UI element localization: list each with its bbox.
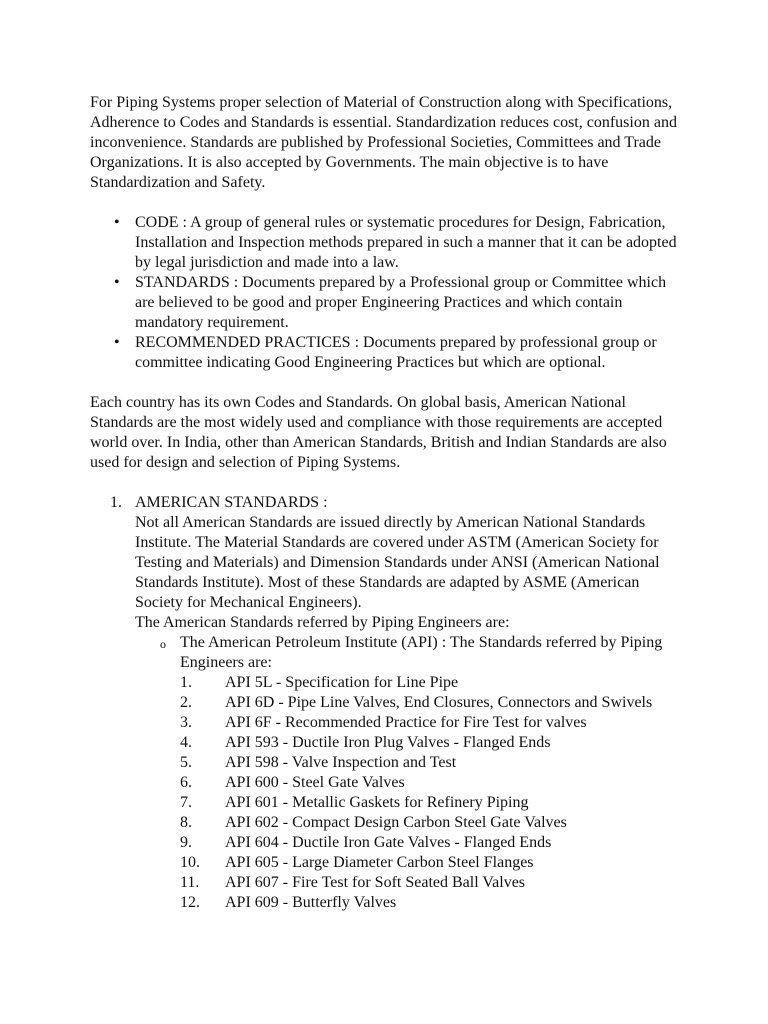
api-standard-item	[180, 713, 688, 733]
api-item-text: API 609 - Butterfly Valves	[225, 894, 397, 911]
api-item-text: API 601 - Metallic Gaskets for Refinery Piping	[225, 794, 529, 811]
api-item-text: API 598 - Valve Inspection and Test	[225, 754, 457, 771]
api-item-number: 11.	[180, 874, 200, 891]
country-paragraph: Each country has its own Codes and Standards. On global basis, American National Standards are the most widely used and compliance with those requirements are accepted world over. In India, other than American Standards, British and Indian Standards are also used for design and selection of Piping Systems.	[90, 394, 667, 471]
api-item-text: API 593 - Ductile Iron Plug Valves - Flanged Ends	[225, 734, 551, 751]
api-item-number: 5.	[180, 754, 192, 771]
organization-list	[135, 633, 688, 913]
api-item-text: API 607 - Fire Test for Soft Seated Ball Valves	[225, 874, 526, 891]
api-item-number: 12.	[180, 894, 200, 911]
api-item-text: API 602 - Compact Design Carbon Steel Gate Valves	[225, 814, 567, 831]
api-item-number: 2.	[180, 694, 192, 711]
section-lead: The American Standards referred by Piping Engineers are:	[135, 614, 510, 631]
api-item-number: 9.	[180, 834, 192, 851]
api-standard-item	[180, 873, 688, 893]
intro-paragraph: For Piping Systems proper selection of Material of Construction along with Specifications, Adherence to Codes and Standards is essential. Standardization reduces cost, confusion and inconvenience. Standards are published by Professional Societies, Committees and Trade Organizations. It is also accepted by Governments. The main objective is to have Standardization and Safety.	[90, 94, 677, 191]
api-item-text: API 605 - Large Diameter Carbon Steel Flanges	[225, 854, 534, 871]
api-item-text: API 604 - Ductile Iron Gate Valves - Flanged Ends	[225, 834, 552, 851]
api-standard-item	[180, 793, 688, 813]
api-item-text: API 6F - Recommended Practice for Fire Test for valves	[225, 714, 587, 731]
section-number: 1.	[110, 494, 122, 511]
api-item-number: 10.	[180, 854, 200, 871]
api-item-number: 3.	[180, 714, 192, 731]
api-item-text: API 6D - Pipe Line Valves, End Closures, Connectors and Swivels	[225, 694, 653, 711]
api-standard-item	[180, 773, 688, 793]
api-standard-item	[180, 693, 688, 713]
api-standard-item	[180, 833, 688, 853]
standards-list	[90, 493, 688, 913]
api-item-number: 6.	[180, 774, 192, 791]
definition-code: • CODE : A group of general rules or systematic procedures for Design, Fabrication, Installation and Inspection methods prepared in such a manner that it can be adopted by legal jurisdiction and made into a law.	[135, 213, 688, 273]
api-item-text: API 5L - Specification for Line Pipe	[225, 674, 459, 691]
api-standards-list	[180, 673, 688, 913]
api-standard-item	[180, 893, 688, 913]
api-item-number: 7.	[180, 794, 192, 811]
api-standard-item	[180, 853, 688, 873]
api-item-number: 4.	[180, 734, 192, 751]
api-standard-item	[180, 813, 688, 833]
api-item-number: 1.	[180, 674, 192, 691]
definitions-list	[90, 213, 688, 373]
section-body: Not all American Standards are issued directly by American National Standards Institute. The Material Standards are covered under ASTM (American Society for Testing and Materials) and Dimension Standards under ANSI (American National Standards Institute). Most of these Standards are adapted by ASME (American Society for Mechanical Engineers).	[135, 514, 660, 611]
api-item-text: API 600 - Steel Gate Valves	[225, 774, 405, 791]
api-organization-item	[160, 633, 688, 913]
definition-standards: • STANDARDS : Documents prepared by a Professional group or Committee which are believed to be good and proper Engineering Practices and which contain mandatory requirement.	[135, 273, 688, 333]
api-standard-item	[180, 733, 688, 753]
api-heading: The American Petroleum Institute (API) : The Standards referred by Piping Engineers are:	[180, 634, 663, 671]
definition-recommended-practices: • RECOMMENDED PRACTICES : Documents prepared by professional group or committee indicating Good Engineering Practices but which are optional.	[135, 333, 688, 373]
section-heading: AMERICAN STANDARDS :	[135, 494, 328, 511]
api-standard-item	[180, 673, 688, 693]
api-item-number: 8.	[180, 814, 192, 831]
american-standards-section	[110, 493, 688, 913]
circle-bullet-icon: o	[160, 637, 166, 651]
api-standard-item	[180, 753, 688, 773]
